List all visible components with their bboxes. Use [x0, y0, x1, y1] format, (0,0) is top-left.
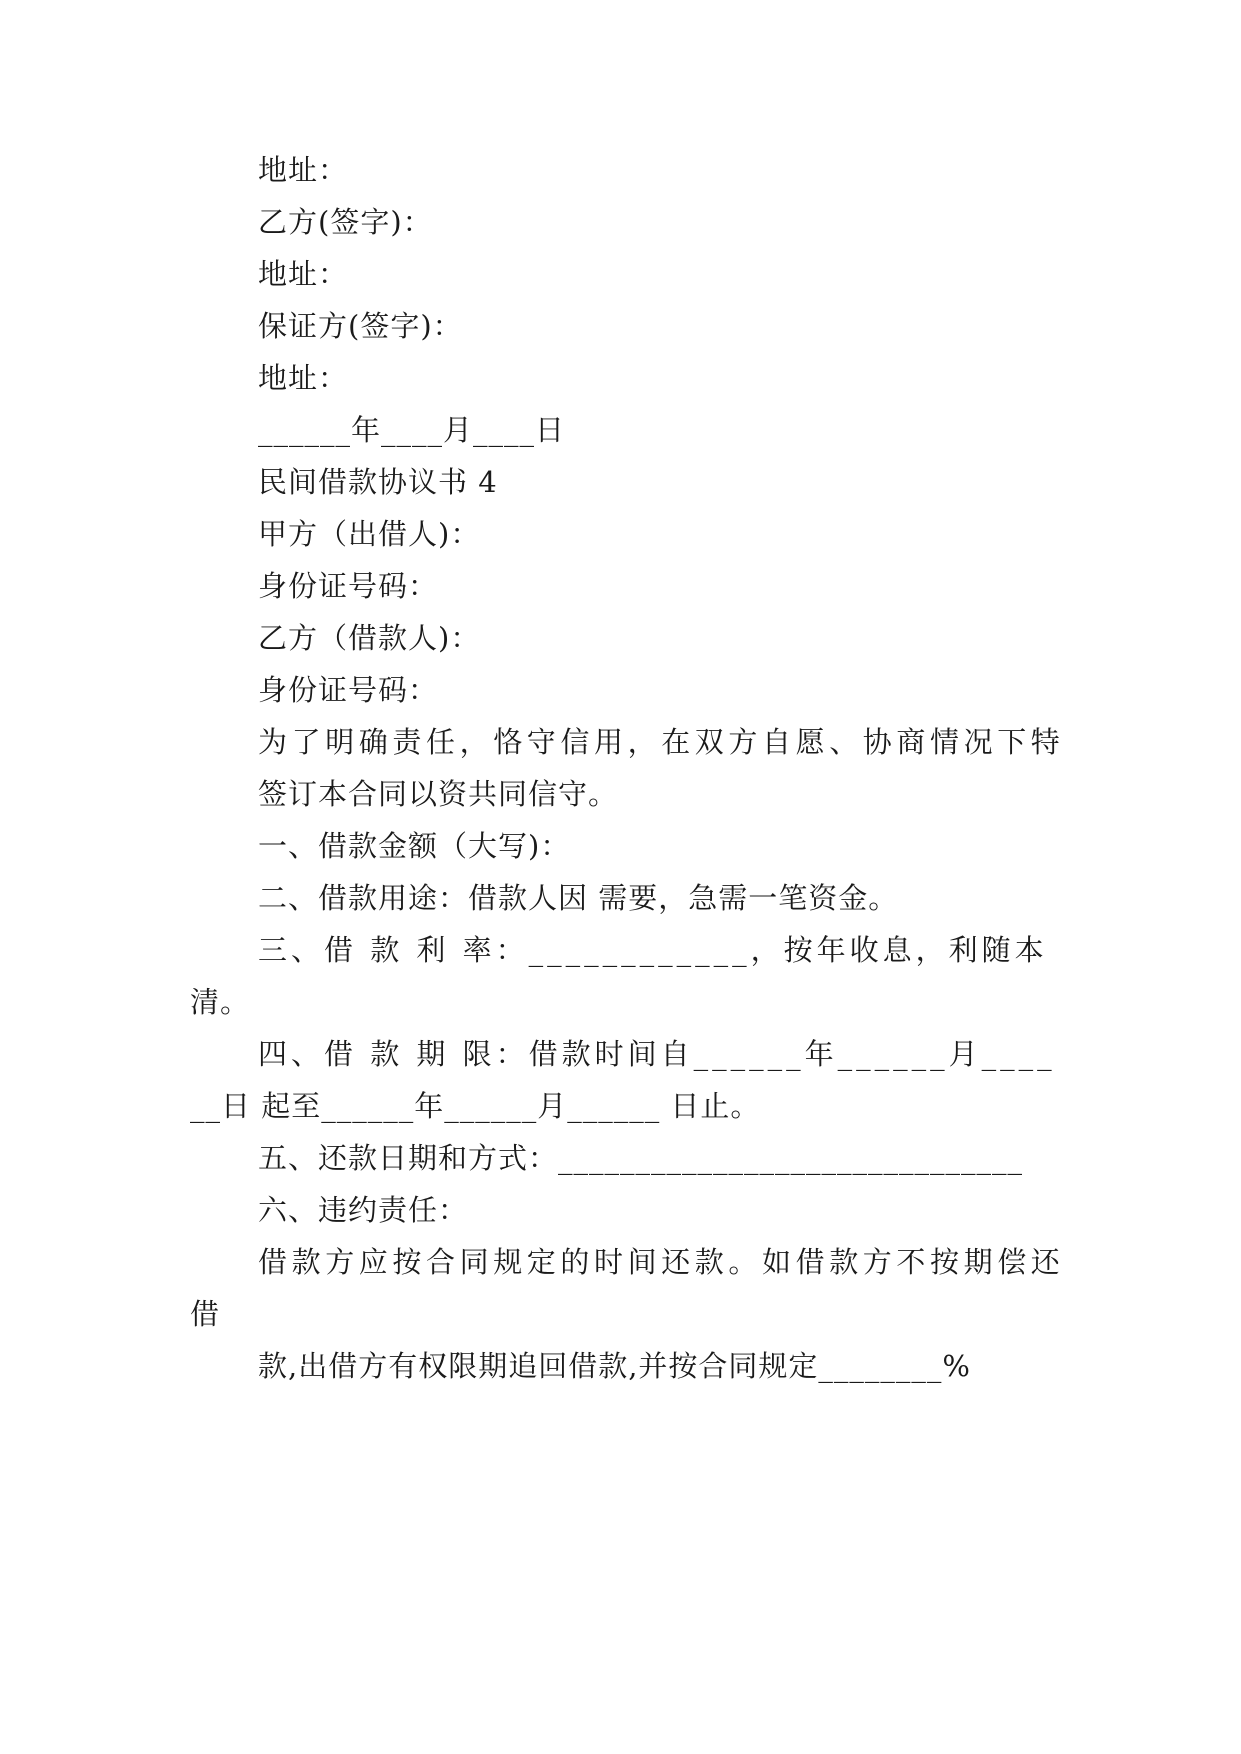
- date-line: ______年____月____日: [258, 413, 566, 447]
- preamble-line-2: 签订本合同以资共同信守。: [258, 777, 619, 811]
- clause-1-amount: 一、借款金额（大写)：: [258, 829, 571, 863]
- address-label-1: 地址：: [258, 153, 349, 187]
- liability-text-line-1: 借款方应按合同规定的时间还款。如借款方不按期偿还: [258, 1245, 1065, 1279]
- party-b-borrower-label: 乙方（借款人)：: [258, 621, 481, 655]
- clause-4-continuation: __日 起至______年______月______ 日止。: [190, 1089, 761, 1123]
- party-a-lender-label: 甲方（出借人)：: [258, 517, 481, 551]
- liability-text-line-3: 款,出借方有权限期追回借款,并按合同规定________%: [258, 1349, 971, 1383]
- id-number-label-1: 身份证号码：: [258, 569, 439, 603]
- liability-text-line-2: 借: [190, 1297, 221, 1331]
- address-label-3: 地址：: [258, 361, 349, 395]
- clause-3-continuation: 清。: [190, 985, 251, 1019]
- address-label-2: 地址：: [258, 257, 349, 291]
- clause-4-term: 四、借 款 期 限：借款时间自______年______月____: [258, 1037, 1056, 1071]
- document-title: 民间借款协议书 4: [258, 465, 498, 499]
- clause-6-liability: 六、违约责任：: [258, 1193, 469, 1227]
- clause-5-repayment: 五、还款日期和方式：______________________________: [258, 1141, 1024, 1175]
- guarantor-signature-label: 保证方(签字)：: [258, 309, 463, 343]
- party-b-signature-label: 乙方(签字)：: [258, 205, 433, 239]
- id-number-label-2: 身份证号码：: [258, 673, 439, 707]
- clause-2-purpose: 二、借款用途：借款人因 需要，急需一笔资金。: [258, 881, 899, 915]
- clause-3-interest: 三、借 款 利 率：____________，按年收息，利随本: [258, 933, 1048, 967]
- preamble-line-1: 为了明确责任，恪守信用，在双方自愿、协商情况下特: [258, 725, 1065, 759]
